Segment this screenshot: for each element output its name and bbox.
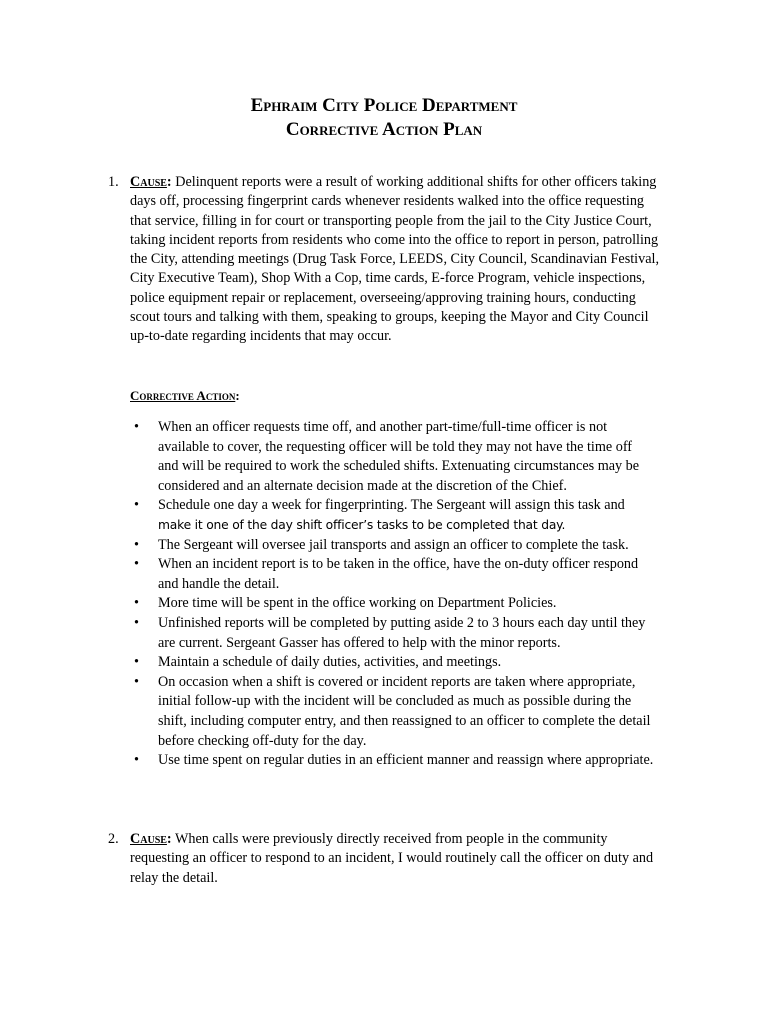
bullet-icon: • [134, 614, 139, 631]
bullet-icon: • [134, 595, 139, 612]
bullet-icon: • [134, 419, 139, 435]
bullet-icon: • [134, 497, 139, 514]
list-item: • Maintain a schedule of daily duties, activities, and meetings. [134, 653, 654, 673]
cause-paragraph: Cause: When calls were previously directly received from people in the community requesting an officer to respond to an incident, I would routinely call the officer on duty and relay the detail. [130, 831, 654, 886]
cause-text: Delinquent reports were a result of working additional shifts for other officers taking days off, processing fingerprint cards whenever residents walked into the office requesting that service, filling in for court or transporting people from the jail to the City Justice Court, taking incident reports from residents who come into the office to report in person, patrolling the City, attending meetings (Drug Task Force, LEEDS, City Council, Scandinavian Festival, City Executive Team), Shop With a Cop, time cards, E-force Program, vehicle inspections, police equipment repair or replacement, overseeing/approving training hours, conducting scout tours and talking with them, speaking to groups, keeping the Mayor and City Council up-to-date regarding incidents that may occur. [130, 174, 659, 345]
cause-text: When calls were previously directly received from people in the community requesting an officer to respond to an incident, I would routinely call the officer on duty and relay the detail. [130, 831, 654, 886]
list-item: • The Sergeant will oversee jail transports and assign an officer to complete the task. [134, 536, 654, 556]
cause-label: Cause [130, 174, 167, 190]
bullet-icon: • [134, 556, 139, 573]
list-item: • On occasion when a shift is covered or incident reports are taken where appropriate, initial follow-up with the incident will be concluded as much as possible during the shift, including computer entry, and then reassigned to an officer to complete the detail before checking off-duty for the day. [134, 673, 651, 749]
list-item: • Schedule one day a week for fingerprinting. The Sergeant will assign this task and make it one of the day shift officer’s tasks to be completed that day. [134, 497, 625, 532]
list-item: • Unfinished reports will be completed by putting aside 2 to 3 hours each day until they are current. Sergeant Gasser has offered to help with the minor reports. [134, 614, 646, 651]
section-number: 2. [108, 831, 119, 847]
corrective-action-list [134, 418, 654, 771]
bullet-icon: • [134, 536, 139, 553]
corrective-action-heading: Corrective Action: [130, 388, 240, 403]
list-item: • Use time spent on regular duties in an efficient manner and reassign where appropriate. [134, 751, 654, 771]
bullet-icon: • [134, 654, 139, 671]
document-subtitle: Corrective Action Plan [285, 119, 483, 140]
bullet-icon: • [134, 752, 139, 769]
list-item: • When an incident report is to be taken in the office, have the on-duty officer respond and handle the detail. [134, 556, 639, 592]
cause-section-2 [108, 830, 668, 888]
cause-paragraph: Cause: Delinquent reports were a result of working additional shifts for other officers taking days off, processing fingerprint cards whenever residents walked into the office requesting that service, filling in for court or transporting people from the jail to the City Justice Court, taking incident reports from residents who come into the office to report in person, patrolling the City, attending meetings (Drug Task Force, LEEDS, City Council, Scandinavian Festival, City Executive Team), Shop With a Cop, time cards, E-force Program, vehicle inspections, police equipment repair or replacement, overseeing/approving training hours, conducting scout tours and talking with them, speaking to groups, keeping the Mayor and City Council up-to-date regarding incidents that may occur. [130, 174, 659, 345]
list-item: • More time will be spent in the office working on Department Policies. [134, 594, 654, 614]
cause-section-1 [108, 173, 668, 347]
cause-label: Cause [130, 831, 167, 847]
section-number: 1. [108, 174, 119, 190]
document-title: Ephraim City Police Department [250, 95, 518, 116]
bullet-icon: • [134, 673, 139, 690]
list-item: • When an officer requests time off, and another part-time/full-time officer is not available to cover, the requesting officer will be told they may not have the time off and will be required to work the scheduled shifts. Extenuating circumstances may be considered and an alternate decision made at the discretion of the Chief. [134, 419, 640, 494]
